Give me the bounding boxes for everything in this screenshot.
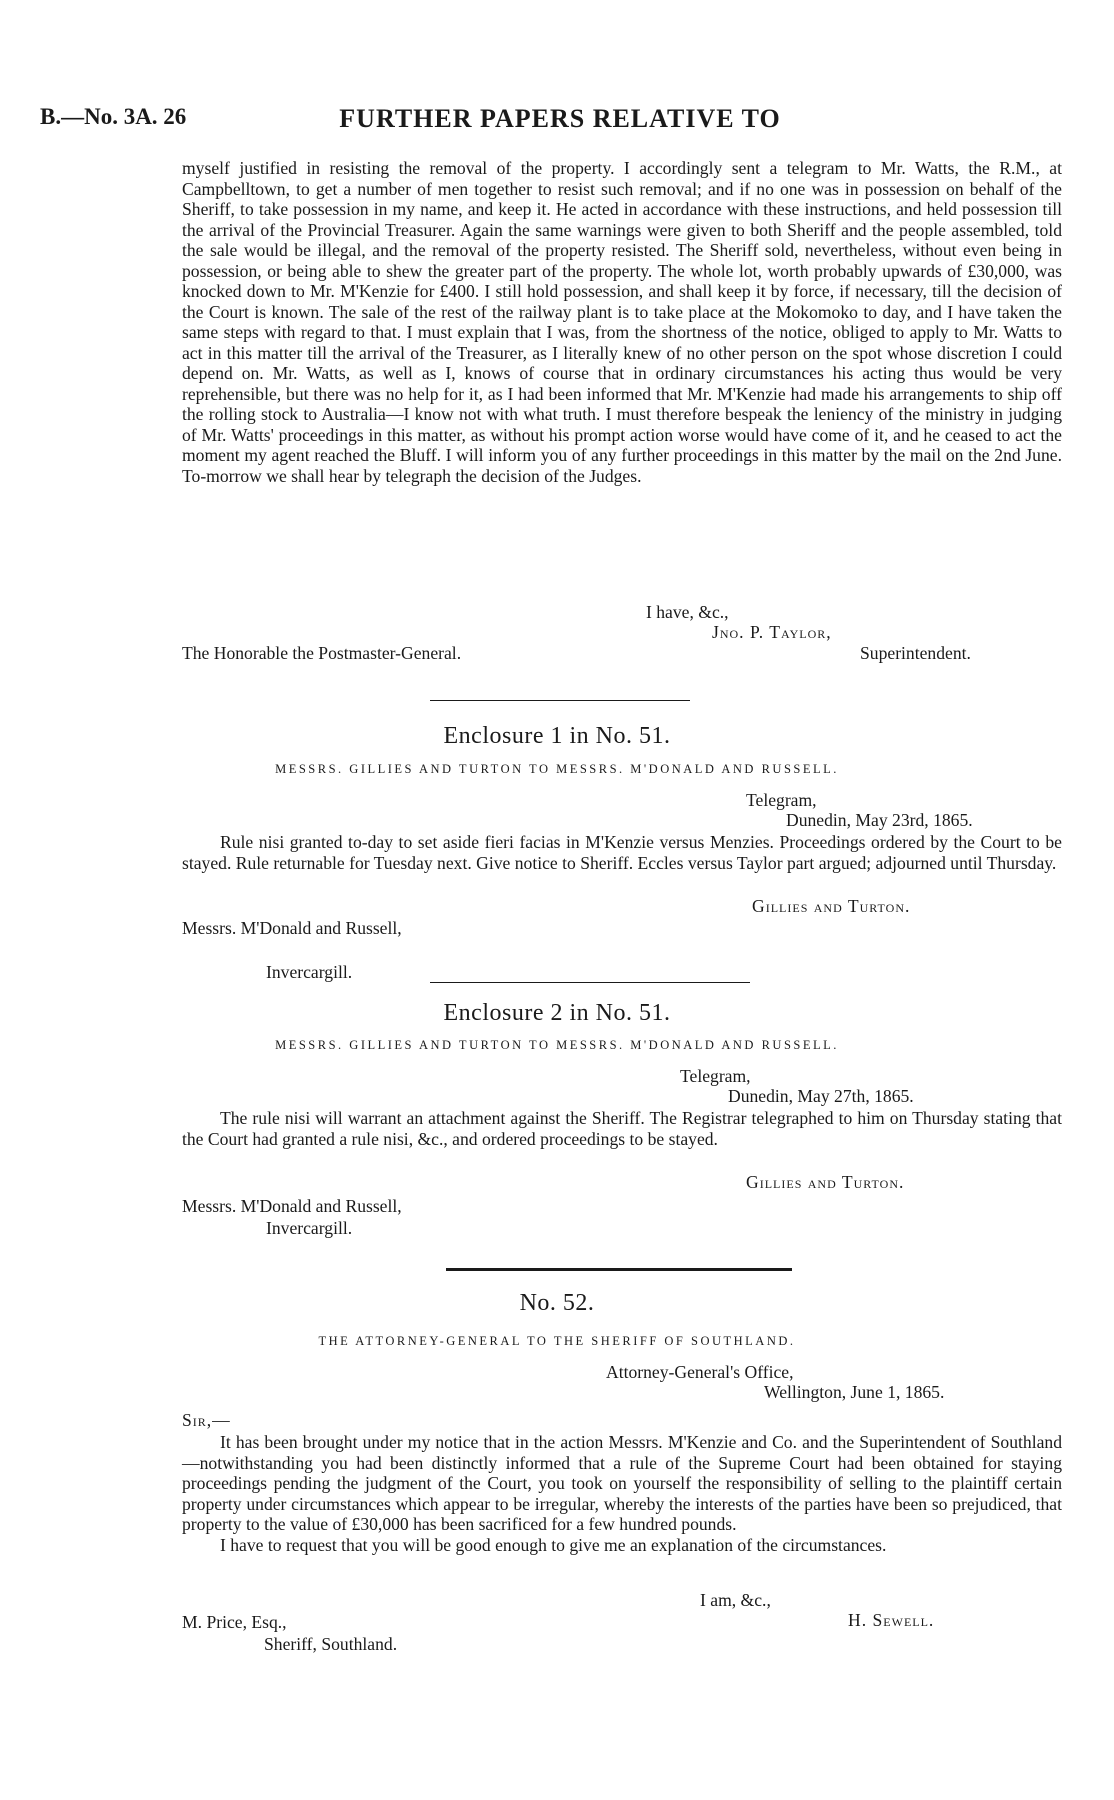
letter-52-signature: H. Sewell.	[848, 1610, 935, 1630]
letter-52-paragraph-2: I have to request that you will be good enough to give me an explanation of the circumstances.	[220, 1534, 887, 1555]
enclosure-2-signature: Gillies and Turton.	[746, 1172, 905, 1192]
running-title: FURTHER PAPERS RELATIVE TO	[339, 104, 781, 133]
enclosure-2-paragraph: The rule nisi will warrant an attachment against the Sheriff. The Registrar telegraphed to him on Thursday stating that the Court had granted a rule nisi, &c., and ordered proceedings to be stayed.	[182, 1108, 1062, 1149]
letter-52-office: Attorney-General's Office,	[606, 1362, 794, 1382]
enclosure-1-paragraph: Rule nisi granted to-day to set aside fieri facias in M'Kenzie versus Menzies. Proceedings ordered by the Court to be stayed. Rule returnable for Tuesday next. Give notice to Sheriff. Eccles versus Taylor part argued; adjourned until Thursday.	[182, 832, 1062, 873]
section-divider	[430, 700, 690, 701]
page-reference: B.—No. 3A. 26	[40, 104, 187, 129]
letter-51-addressee: The Honorable the Postmaster-General.	[182, 643, 462, 663]
letter-52-addressee: M. Price, Esq.,	[182, 1612, 287, 1632]
enclosure-2-addressee: Messrs. M'Donald and Russell,	[182, 1196, 402, 1216]
enclosure-2-type: Telegram,	[680, 1066, 751, 1086]
enclosure-2-heading: Enclosure 2 in No. 51.	[443, 1000, 671, 1026]
letter-52-place-date: Wellington, June 1, 1865.	[764, 1382, 945, 1402]
enclosure-1-place-date: Dunedin, May 23rd, 1865.	[786, 810, 973, 830]
page-header	[40, 104, 1080, 138]
enclosure-1-heading: Enclosure 1 in No. 51.	[443, 723, 671, 749]
enclosure-1-signature: Gillies and Turton.	[752, 896, 911, 916]
enclosure-2-addressee-place: Invercargill.	[266, 1218, 353, 1238]
enclosure-1-addressee: Messrs. M'Donald and Russell,	[182, 918, 402, 938]
enclosure-1-addressee-place: Invercargill.	[266, 962, 353, 982]
letter-52-heading: No. 52.	[519, 1290, 595, 1316]
letter-52-body	[182, 1432, 1062, 1555]
letter-51-signature: Jno. P. Taylor,	[712, 622, 832, 642]
letter-52-salutation: Sir,—	[182, 1410, 231, 1430]
enclosure-2-subhead: MESSRS. GILLIES AND TURTON TO MESSRS. M'DONALD AND RUSSELL.	[275, 1038, 839, 1052]
section-divider	[430, 982, 750, 983]
letter-51-body	[182, 158, 1062, 486]
enclosure-1-body	[182, 832, 1062, 873]
letter-52-addressee-title: Sheriff, Southland.	[264, 1634, 398, 1654]
enclosure-2-body	[182, 1108, 1062, 1149]
letter-51-closing: I have, &c.,	[646, 602, 729, 622]
letter-52-subhead: THE ATTORNEY-GENERAL TO THE SHERIFF OF SOUTHLAND.	[318, 1334, 796, 1348]
enclosure-1-subhead: MESSRS. GILLIES AND TURTON TO MESSRS. M'DONALD AND RUSSELL.	[275, 762, 839, 776]
letter-51-signature-title: Superintendent.	[860, 643, 971, 663]
letter-52-closing: I am, &c.,	[700, 1590, 771, 1610]
letter-51-paragraph: myself justified in resisting the removal of the property. I accordingly sent a telegram to Mr. Watts, the R.M., at Campbelltown, to get a number of men together to resist such removal; and if no one was in possession on behalf of the Sheriff, to take possession in my name, and keep it. He acted in accordance with these instructions, and held possession till the arrival of the Provincial Treasurer. Again the same warnings were given to both Sheriff and the people assembled, told the sale would be illegal, and the removal of the property resisted. The Sheriff sold, nevertheless, without even being in possession, or being able to shew the greater part of the property. The whole lot, worth probably upwards of £30,000, was knocked down to Mr. M'Kenzie for £400. I still hold possession, and shall keep it by force, if necessary, till the decision of the Court is known. The sale of the rest of the railway plant is to take place at the Mokomoko to day, and I have taken the same steps with regard to that. I must explain that I was, from the shortness of the notice, obliged to apply to Mr. Watts to act in this matter till the arrival of the Treasurer, as I literally knew of no other person on the spot whose discretion I could depend on. Mr. Watts, as well as I, knows of course that in ordinary circumstances his acting thus would be very reprehensible, but there was no help for it, as I had been informed that Mr. M'Kenzie had made his arrangements to ship off the rolling stock to Australia—I know not with what truth. I must therefore bespeak the leniency of the ministry in judging of Mr. Watts' proceedings in this matter, as without his prompt action worse would have come of it, and he ceased to act the moment my agent reached the Bluff. I will inform you of any further proceedings in this matter by the mail on the 2nd June. To-morrow we shall hear by telegraph the decision of the Judges.	[182, 158, 1062, 486]
enclosure-2-place-date: Dunedin, May 27th, 1865.	[728, 1086, 914, 1106]
section-divider-thick	[446, 1268, 792, 1271]
letter-52-paragraph-1: It has been brought under my notice that in the action Messrs. M'Kenzie and Co. and the Superintendent of Southland—notwithstanding you had been distinctly informed that a rule of the Supreme Court had been obtained for staying proceedings pending the judgment of the Court, you took on yourself the responsibility of selling to the plaintiff certain property under circumstances which appear to be irregular, whereby the interests of the parties have been so prejudiced, that property to the value of £30,000 has been sacrificed for a few hundred pounds.	[182, 1432, 1062, 1534]
enclosure-1-type: Telegram,	[746, 790, 817, 810]
